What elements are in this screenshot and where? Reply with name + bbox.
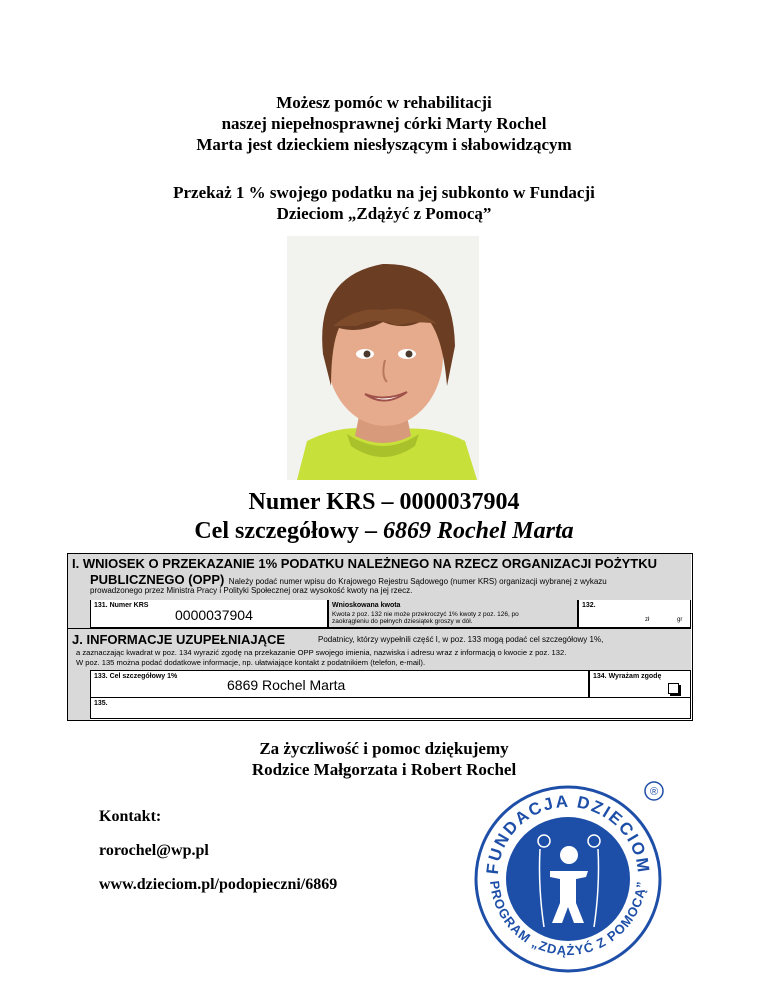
section-i-title-1: I. WNIOSEK O PRZEKAZANIE 1% PODATKU NALEŻNEGO NA RZECZ ORGANIZACJI POŻYTKU bbox=[72, 556, 658, 571]
field-133-label: 133. Cel szczegółowy 1% bbox=[94, 673, 178, 680]
section-j-title: J. INFORMACJE UZUPEŁNIAJĄCE bbox=[72, 632, 286, 647]
consent-checkbox[interactable] bbox=[668, 683, 679, 694]
section-j-header bbox=[68, 628, 691, 670]
field-132 bbox=[578, 600, 691, 628]
field-kwota-label: Wnioskowana kwota bbox=[332, 602, 401, 609]
child-photo bbox=[287, 236, 479, 480]
krs-goal-prefix: Cel szczegółowy – bbox=[194, 518, 383, 544]
section-j-note-2: a zaznaczając kwadrat w poz. 134 wyrazić zgodę na przekazanie OPP swojego imienia, nazwiska i adresu wraz z informacją o kwocie z poz. 132. bbox=[76, 648, 567, 657]
headline-line-5: Dzieciom „Zdążyć z Pomocą” bbox=[276, 204, 492, 223]
left-gutter-j bbox=[68, 670, 90, 698]
section-i-title-2: PUBLICZNEGO (OPP) bbox=[90, 572, 225, 587]
headline-line-2: naszej niepełnosprawnej córki Marty Rochel bbox=[221, 114, 547, 133]
thanks-line-1: Za życzliwość i pomoc dziękujemy bbox=[259, 739, 509, 758]
logo-bottom-text: PROGRAM „ZDĄŻYĆ Z POMOCĄ” bbox=[486, 879, 649, 959]
child-photo-illustration bbox=[287, 236, 479, 480]
field-kwota-note-2: zaokrągleniu do pełnych dziesiątek groszy w dół. bbox=[332, 618, 473, 625]
unit-zl: zł bbox=[645, 617, 650, 623]
field-131-krs bbox=[90, 600, 328, 628]
field-131-label: 131. Numer KRS bbox=[94, 602, 149, 609]
headline-line-4: Przekaż 1 % swojego podatku na jej subkonto w Fundacji bbox=[173, 183, 595, 202]
field-135 bbox=[90, 698, 691, 719]
krs-number-line: Numer KRS – 0000037904 bbox=[248, 489, 520, 515]
tax-form-excerpt bbox=[67, 553, 693, 721]
field-135-label: 135. bbox=[94, 700, 108, 707]
section-j-note-3: W poz. 135 można podać dodatkowe informacje, np. ułatwiające kontakt z podatnikiem (telefon, e-mail). bbox=[76, 658, 426, 667]
field-134-label: 134. Wyrażam zgodę bbox=[593, 673, 662, 680]
field-kwota bbox=[328, 600, 578, 628]
krs-goal-value: 6869 Rochel Marta bbox=[382, 518, 574, 544]
field-134-consent bbox=[589, 670, 691, 698]
contact-label: Kontakt: bbox=[99, 808, 162, 825]
thanks-line-2: Rodzice Małgorzata i Robert Rochel bbox=[251, 760, 517, 779]
section-j-note-1: Podatnicy, którzy wypełnili część I, w poz. 133 mogą podać cel szczegółowy 1%, bbox=[318, 635, 604, 644]
left-gutter-i bbox=[68, 600, 90, 628]
registered-mark: ® bbox=[649, 786, 659, 798]
foundation-logo-svg bbox=[468, 777, 668, 977]
field-kwota-note-1: Kwota z poz. 132 nie może przekroczyć 1% kwoty z poz. 126, po bbox=[332, 611, 519, 618]
headline-line-3: Marta jest dzieckiem niesłyszącym i słabowidzącym bbox=[196, 135, 572, 154]
headline-line-1: Możesz pomóc w rehabilitacji bbox=[276, 93, 492, 112]
field-133-goal bbox=[90, 670, 589, 698]
contact-url[interactable]: www.dzieciom.pl/podopieczni/6869 bbox=[99, 876, 338, 893]
field-132-label: 132. bbox=[582, 602, 596, 609]
left-gutter bbox=[68, 698, 90, 720]
logo-top-text: FUNDACJA DZIECIOM bbox=[482, 791, 654, 876]
section-i-note-2: prowadzonego przez Ministra Pracy i Polityki Społecznej oraz wysokość kwoty na jej rzecz. bbox=[90, 586, 413, 595]
field-131-value: 0000037904 bbox=[175, 607, 253, 623]
foundation-logo bbox=[468, 777, 668, 977]
field-133-value: 6869 Rochel Marta bbox=[227, 677, 346, 693]
krs-goal-line bbox=[0, 517, 768, 545]
unit-gr: gr bbox=[677, 617, 683, 623]
section-i-header bbox=[68, 554, 691, 600]
section-i-note-1: Należy podać numer wpisu do Krajowego Rejestru Sądowego (numer KRS) organizacji wybranej z wykazu bbox=[228, 577, 607, 586]
contact-email[interactable]: rorochel@wp.pl bbox=[99, 842, 209, 859]
